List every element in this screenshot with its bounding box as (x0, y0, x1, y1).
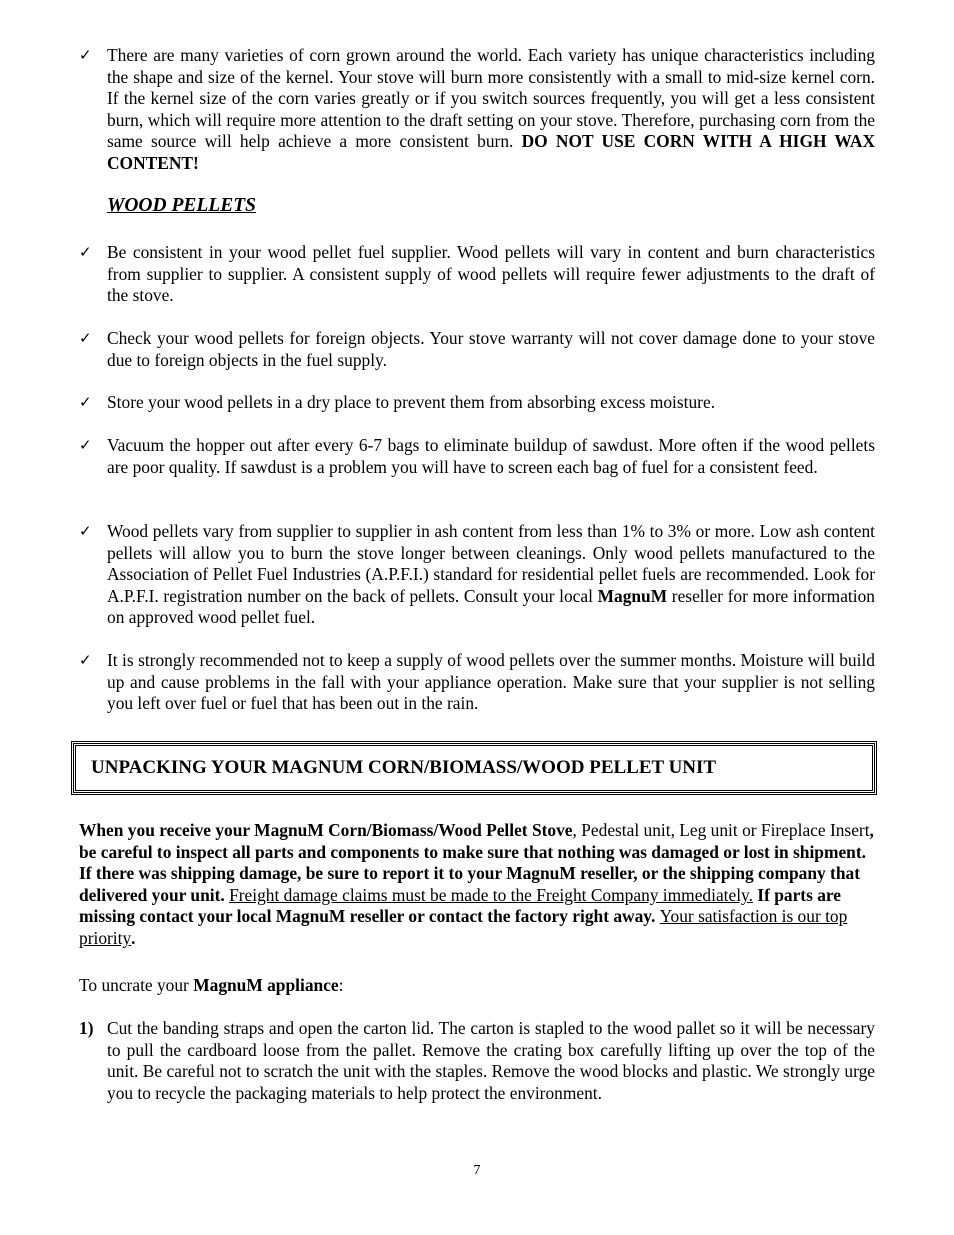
freight-claims-note: Freight damage claims must be made to the Freight Company immediately. (229, 884, 753, 905)
bullet-vacuum-hopper: Vacuum the hopper out after every 6-7 bags to eliminate buildup of sawdust. More often if the wood pellets are poor quality. If sawdust is a problem you will have to screen each bag of fuel for a consistent feed. (107, 435, 875, 477)
corn-bullet-text: There are many varieties of corn grown around the world. Each variety has unique characteristics including the shape and size of the kernel. Your stove will burn more consistently with a small to mid-size kernel corn. If the kernel size of the corn varies greatly or if you switch sources frequently, you will get a less consistent burn, which will require more attention to the draft setting on your stove. Therefore, purchasing corn from the same source will help achieve a more consistent burn. (107, 45, 875, 152)
step-number: 1) (79, 1018, 94, 1038)
step-1-text: Cut the banding straps and open the carton lid. The carton is stapled to the wood pallet so it will be necessary to pull the cardboard loose from the pallet. Remove the crating box carefully lifting up over the top of the unit. Be careful not to scratch the unit with the staples. Remove the wood blocks and plastic. We strongly urge you to recycle the packaging materials to help protect the environment. (107, 1018, 875, 1103)
corn-kernel-bullet (107, 45, 875, 175)
checkmark-icon: ✓ (79, 522, 92, 540)
uncrate-brand: MagnuM appliance (193, 975, 339, 995)
receive-paragraph (79, 820, 875, 950)
section-title-unpacking: UNPACKING YOUR MAGNUM CORN/BIOMASS/WOOD PELLET UNIT (91, 757, 717, 778)
receive-text-1: , Pedestal unit, Leg unit or Fireplace Insert (572, 820, 870, 840)
satisfaction-note: Your satisfaction is our top priority (79, 906, 848, 948)
receive-bold-3: If parts are missing contact your local MagnuM reseller or contact the factory right away. (79, 884, 842, 927)
section-heading-wood-pellets: WOOD PELLETS (107, 195, 256, 216)
checkmark-icon: ✓ (79, 436, 92, 454)
uncrate-colon: : (338, 975, 344, 995)
brand-name: MagnuM (597, 585, 668, 606)
receive-bold-2: , be careful to inspect all parts and components to make sure that nothing was damaged or lost in shipment. If there was shipping damage, be sure to report it to your MagnuM reseller, or the shipping company that delivered your unit. (79, 820, 874, 905)
bullet-summer-storage: It is strongly recommended not to keep a supply of wood pellets over the summer months. Moisture will build up and cause problems in the fall with your appliance operation. Make sure that your supplier is not selling you left over fuel or fuel that has been out in the rain. (107, 650, 875, 714)
checkmark-icon: ✓ (79, 243, 92, 261)
bullet-ash-content (107, 521, 875, 629)
receive-bold-1: When you receive your MagnuM Corn/Biomass/Wood Pellet Stove (79, 820, 573, 840)
receive-end: . (131, 927, 136, 948)
bullet-consistent-supplier: Be consistent in your wood pellet fuel supplier. Wood pellets will vary in content and burn characteristics from supplier to supplier. A consistent supply of wood pellets will require fewer adjustments to the draft of the stove. (107, 242, 875, 306)
bullet-foreign-objects: Check your wood pellets for foreign objects. Your stove warranty will not cover damage done to your stove due to foreign objects in the fuel supply. (107, 328, 875, 370)
uncrate-text: To uncrate your (79, 975, 194, 995)
ash-text-a: Wood pellets vary from supplier to supplier in ash content from less than 1% to 3% or more. Low ash content pellets will allow you to burn the stove longer between cleanings. Only wood pellets manufactured to the Association of Pellet Fuel Industries (A.P.F.I.) standard for residential pellet fuels are recommended. Look for A.P.F.I. registration number on the back of pellets. Consult your local (107, 521, 875, 606)
page-number: 7 (473, 1163, 481, 1178)
uncrate-intro (79, 975, 875, 997)
checkmark-icon: ✓ (79, 329, 92, 347)
ash-text-b: reseller for more information on approved wood pellet fuel. (107, 585, 875, 628)
checkmark-icon: ✓ (79, 393, 92, 411)
checkmark-icon: ✓ (79, 46, 92, 64)
wax-warning: DO NOT USE CORN WITH A HIGH WAX CONTENT! (107, 131, 875, 173)
bullet-dry-storage: Store your wood pellets in a dry place to prevent them from absorbing excess moisture. (107, 392, 716, 412)
checkmark-icon: ✓ (79, 651, 92, 669)
